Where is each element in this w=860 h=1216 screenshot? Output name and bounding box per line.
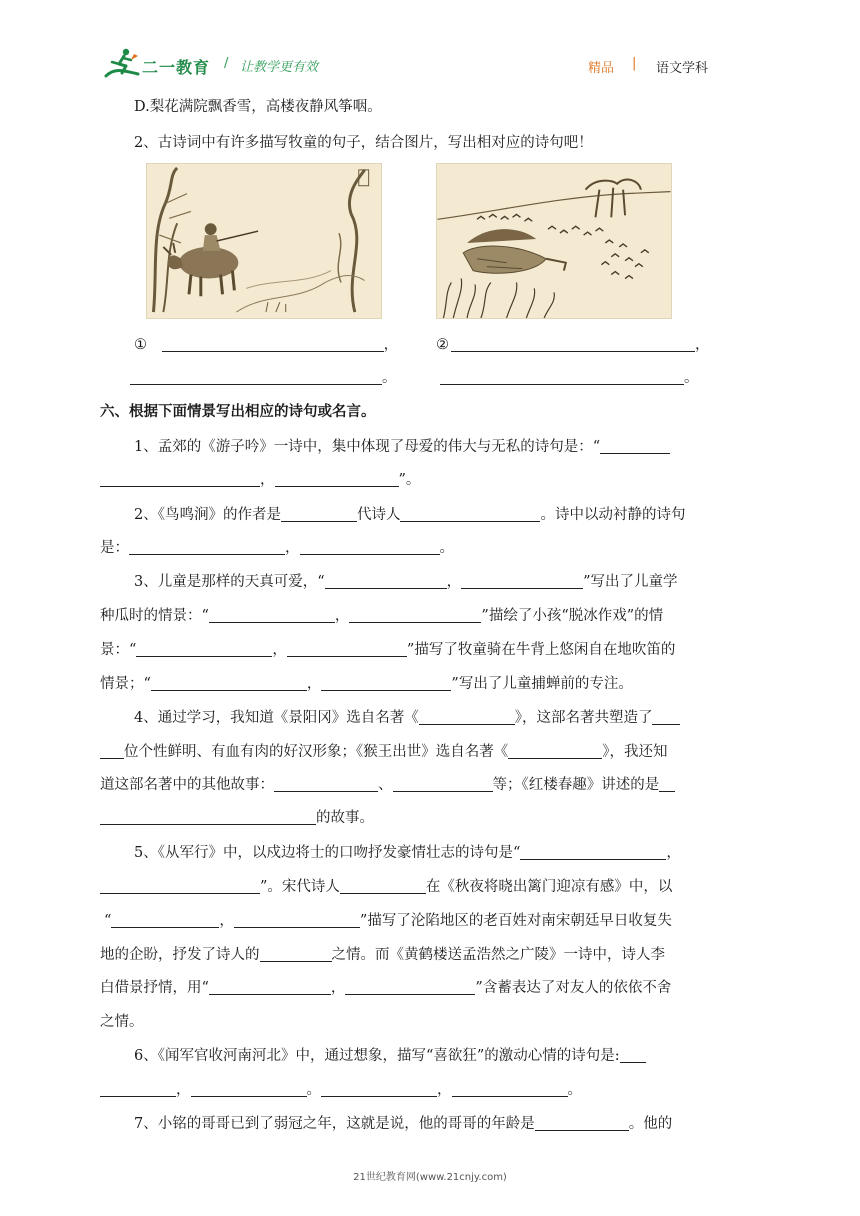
answer-blank-2a[interactable] xyxy=(451,336,695,352)
s6-q5-text-b: ”。宋代诗人 xyxy=(260,879,340,895)
s6-q4-text-d: 》，我还知 xyxy=(602,744,668,760)
picture-answer-row-2 xyxy=(436,335,710,355)
s6-q7-blank-age[interactable] xyxy=(535,1115,629,1131)
s6-q3-blank-1[interactable] xyxy=(325,573,447,589)
s6-q5-blank-1[interactable] xyxy=(520,844,666,860)
boy-chasing-birds-illustration xyxy=(437,164,671,318)
comma: ， xyxy=(334,608,350,624)
s6-q5-text-g: 白借景抒情，用“ xyxy=(100,980,209,996)
marker-one: ① xyxy=(134,337,147,353)
s6-q7-line1 xyxy=(134,1114,672,1134)
subject-badge: 语文学科 xyxy=(656,61,709,76)
cowherd-on-ox-image xyxy=(146,163,382,319)
page-footer: 21世纪教育网(www.21cnjy.com) xyxy=(353,1172,507,1183)
s6-q7-text-a: 7、小铭的哥哥已到了弱冠之年，这就是说，他的哥哥的年龄是 xyxy=(134,1116,535,1132)
s6-q1-line2 xyxy=(100,470,420,490)
close-quote: ”。 xyxy=(398,472,421,488)
s6-q7-text-b: 。他的 xyxy=(628,1116,673,1132)
s6-q4-text-h: 的故事。 xyxy=(316,810,374,826)
marker-two: ② xyxy=(436,337,449,353)
s6-q4-blank-story3-a[interactable] xyxy=(659,776,675,792)
s6-q3-blank-6[interactable] xyxy=(287,641,407,657)
answer-blank-1a[interactable] xyxy=(162,336,384,352)
s6-q4-text-e: 道这部名著中的其他故事： xyxy=(100,777,274,793)
s6-q6-blank-1b[interactable] xyxy=(100,1081,176,1097)
section-six-title: 六、根据下面情景写出相应的诗句或名言。 xyxy=(100,404,376,420)
s6-q2-blank-1[interactable] xyxy=(129,539,285,555)
q2-prompt: 2、古诗词中有许多描写牧童的句子，结合图片，写出相对应的诗句吧！ xyxy=(134,135,593,151)
s6-q4-blank-book1[interactable] xyxy=(419,709,515,725)
s6-q5-line1 xyxy=(134,843,681,863)
s6-q6-blank-4[interactable] xyxy=(452,1081,568,1097)
s6-q2-blank-2[interactable] xyxy=(300,539,440,555)
s6-q3-line3 xyxy=(100,640,675,660)
s6-q3-line4 xyxy=(100,674,633,694)
s6-q3-text-d: ”描绘了小孩“脱冰作戏”的情 xyxy=(481,608,664,624)
page-header xyxy=(100,46,760,82)
period: 。 xyxy=(306,1082,321,1098)
s6-q1-blank-3[interactable] xyxy=(275,471,399,487)
s6-q3-text-g: 情景；“ xyxy=(100,676,151,692)
s6-q3-text-h: ”写出了儿童捕蝉前的专注。 xyxy=(451,676,633,692)
s6-q4-blank-story3-b[interactable] xyxy=(100,809,316,825)
s6-q4-line1 xyxy=(134,708,680,728)
s6-q4-text-a: 4、通过学习，我知道《景阳冈》选自名著《 xyxy=(134,710,419,726)
s6-q5-blank-poet[interactable] xyxy=(340,878,426,894)
s6-q3-text-c: 种瓜时的情景：“ xyxy=(100,608,209,624)
s6-q2-blank-poet[interactable] xyxy=(400,506,540,522)
s6-q5-line4 xyxy=(100,945,665,965)
comma: ， xyxy=(272,642,287,658)
s6-q5-blank-3[interactable] xyxy=(111,912,219,928)
s6-q4-text-c: 位个性鲜明、有血有肉的好汉形象；《猴王出世》选自名著《 xyxy=(124,744,509,760)
s6-q4-text-f: 、 xyxy=(378,777,393,793)
s6-q4-text-g: 等；《红楼春趣》讲述的是 xyxy=(492,777,660,793)
comma: ， xyxy=(306,676,322,692)
s6-q5-blank-4[interactable] xyxy=(234,912,360,928)
s6-q1-blank-2[interactable] xyxy=(100,471,260,487)
comma: ， xyxy=(695,337,710,353)
s6-q2-text-a: 2、《鸟鸣涧》的作者是 xyxy=(134,507,281,523)
s6-q3-blank-4[interactable] xyxy=(349,607,481,623)
s6-q5-text-a: 5、《从军行》中，以戍边将士的口吻抒发豪情壮志的诗句是“ xyxy=(134,845,521,861)
s6-q4-blank-count-b[interactable] xyxy=(100,743,124,759)
s6-q3-blank-8[interactable] xyxy=(321,675,451,691)
s6-q3-blank-7[interactable] xyxy=(151,675,307,691)
s6-q6-line1 xyxy=(134,1046,646,1066)
s6-q4-blank-book2[interactable] xyxy=(508,743,602,759)
s6-q6-blank-2[interactable] xyxy=(191,1081,307,1097)
s6-q3-blank-5[interactable] xyxy=(136,641,272,657)
comma: ， xyxy=(666,845,681,861)
s6-q4-line3 xyxy=(100,775,675,795)
s6-q3-line2 xyxy=(100,606,663,626)
s6-q2-text-d: 是： xyxy=(100,540,129,556)
brand-logo xyxy=(100,46,232,82)
s6-q4-line4 xyxy=(100,808,374,828)
s6-q2-blank-dynasty[interactable] xyxy=(281,506,357,522)
s6-q5-text-e: 地的企盼，抒发了诗人的 xyxy=(100,947,260,963)
slogan: 让教学更有效 xyxy=(240,60,319,75)
picture-answer-row-1b xyxy=(130,368,397,388)
s6-q5-blank-2[interactable] xyxy=(100,878,260,894)
s6-q4-text-b: 》，这部名著共塑造了 xyxy=(514,710,653,726)
s6-q5-blank-feeling[interactable] xyxy=(260,946,332,962)
s6-q5-line2 xyxy=(100,877,672,897)
s6-q2-text-c: 。诗中以动衬静的诗句 xyxy=(540,507,686,523)
s6-q3-text-a: 3、儿童是那样的天真可爱，“ xyxy=(134,574,325,590)
open-quote: “ xyxy=(104,913,112,929)
period: 。 xyxy=(684,370,699,386)
s6-q5-text-c: 在《秋夜将晓出篱门迎凉有感》中，以 xyxy=(425,879,673,895)
s6-q3-text-b: ”写出了儿童学 xyxy=(583,574,678,590)
comma: ， xyxy=(330,980,346,996)
s6-q6-blank-1a[interactable] xyxy=(620,1047,646,1063)
comma: ， xyxy=(446,574,462,590)
option-d: D.梨花满院飘香雪，高楼夜静风筝咽。 xyxy=(134,99,382,115)
comma: ， xyxy=(219,913,234,929)
s6-q3-line1 xyxy=(134,572,678,592)
picture-answer-row-2b xyxy=(440,368,699,388)
s6-q5-text-f: 之情。而《黄鹤楼送孟浩然之广陵》一诗中，诗人李 xyxy=(331,947,665,963)
s6-q5-blank-5[interactable] xyxy=(209,979,331,995)
boy-chasing-birds-image xyxy=(436,163,672,319)
comma: ， xyxy=(285,540,300,556)
s6-q4-blank-story2[interactable] xyxy=(393,776,493,792)
comma: ， xyxy=(260,472,275,488)
s6-q4-blank-story1[interactable] xyxy=(274,776,378,792)
s6-q5-blank-6[interactable] xyxy=(345,979,475,995)
answer-blank-2b[interactable] xyxy=(440,369,684,385)
s6-q3-blank-3[interactable] xyxy=(209,607,335,623)
s6-q5-line3 xyxy=(104,911,672,931)
s6-q5-line6: 之情。 xyxy=(100,1014,144,1030)
period: 。 xyxy=(439,540,454,556)
logo-text: 二一教育 xyxy=(142,58,211,77)
period: 。 xyxy=(382,370,397,386)
slogan-separator: / xyxy=(224,56,229,71)
s6-q1-blank-1[interactable] xyxy=(600,438,670,454)
comma: ， xyxy=(437,1082,452,1098)
badge-separator: | xyxy=(632,56,637,71)
quality-badge: 精品 xyxy=(588,61,615,76)
s6-q5-text-d: ”描写了沦陷地区的老百姓对南宋朝廷早日收复失 xyxy=(359,913,672,929)
s6-q3-text-e: 景：“ xyxy=(100,642,137,658)
cowherd-on-ox-illustration xyxy=(147,164,381,318)
s6-q5-text-h: ”含蓄表达了对友人的依依不舍 xyxy=(475,980,672,996)
s6-q6-line2 xyxy=(100,1080,582,1100)
s6-q2-text-b: 代诗人 xyxy=(356,507,401,523)
picture-answer-row-1 xyxy=(134,335,398,355)
answer-blank-1b[interactable] xyxy=(130,369,382,385)
s6-q1-text: 1、孟郊的《游子吟》一诗中，集中体现了母爱的伟大与无私的诗句是：“ xyxy=(134,439,601,455)
comma: ， xyxy=(383,337,399,353)
s6-q2-line1 xyxy=(134,505,685,525)
runner-logo-icon xyxy=(102,46,142,80)
s6-q4-blank-count-a[interactable] xyxy=(652,709,680,725)
s6-q6-text-a: 6、《闻军官收河南河北》中，通过想象，描写“喜欲狂”的激动心情的诗句是: xyxy=(134,1048,620,1064)
s6-q2-line2 xyxy=(100,538,454,558)
period: 。 xyxy=(567,1082,582,1098)
comma: ， xyxy=(176,1082,191,1098)
s6-q5-line5 xyxy=(100,978,671,998)
s6-q4-line2 xyxy=(100,742,668,762)
s6-q1-line1 xyxy=(134,437,670,457)
s6-q6-blank-3[interactable] xyxy=(321,1081,437,1097)
s6-q3-blank-2[interactable] xyxy=(461,573,583,589)
s6-q3-text-f: ”描写了牧童骑在牛背上悠闲自在地吹笛的 xyxy=(406,642,676,658)
